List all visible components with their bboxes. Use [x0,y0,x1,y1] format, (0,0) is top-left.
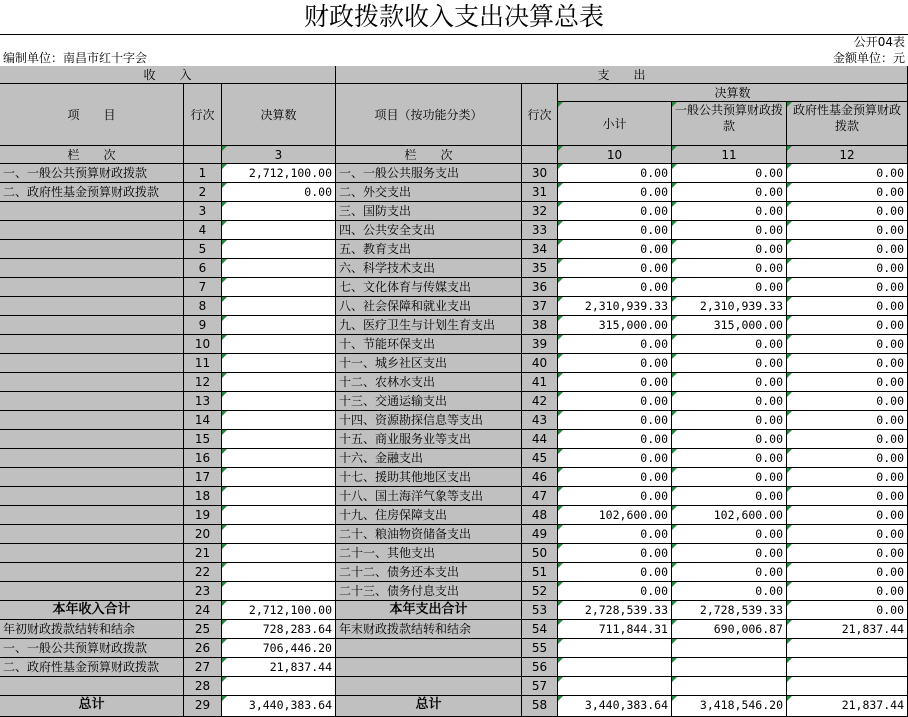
report-title: 财政拨款收入支出决算总表 [0,0,908,35]
income-header[interactable]: 收 入 [0,66,336,84]
income-item-cell[interactable] [0,354,184,373]
expense-subtotal-cell[interactable]: 2,310,939.33 [558,297,672,316]
income-row-no[interactable]: 3 [184,202,222,221]
expense-subtotal-cell[interactable]: 0.00 [558,202,672,221]
expense-fund-cell[interactable]: 0.00 [787,278,908,297]
summary-fund[interactable]: 21,837.44 [787,620,908,639]
expense-general-cell[interactable]: 0.00 [672,582,787,601]
income-item-cell[interactable] [0,221,184,240]
expense-subtotal-cell[interactable]: 0.00 [558,164,672,183]
income-item-cell[interactable] [0,392,184,411]
column-index-11[interactable]: 11 [672,146,787,164]
expense-row-no[interactable]: 47 [522,487,558,506]
expense-item-cell[interactable]: 十六、金融支出 [336,449,522,468]
expense-fund-cell[interactable]: 0.00 [787,506,908,525]
income-item-cell[interactable] [0,202,184,221]
summary-expense-label[interactable] [336,677,522,696]
expense-fund-cell[interactable]: 0.00 [787,221,908,240]
expense-fund-cell[interactable]: 0.00 [787,183,908,202]
expense-general-cell[interactable]: 0.00 [672,392,787,411]
expense-row-no[interactable]: 33 [522,221,558,240]
summary-income-no[interactable]: 25 [184,620,222,639]
expense-general-cell[interactable]: 0.00 [672,373,787,392]
expense-general-cell[interactable]: 0.00 [672,449,787,468]
income-item-cell[interactable] [0,487,184,506]
expense-item-cell[interactable]: 十、节能环保支出 [336,335,522,354]
summary-income-no[interactable]: 28 [184,677,222,696]
summary-income-label[interactable]: 本年收入合计 [0,601,184,620]
expense-fund-cell[interactable]: 0.00 [787,487,908,506]
summary-expense-no[interactable]: 56 [522,658,558,677]
summary-general[interactable] [672,658,787,677]
income-item-cell[interactable] [0,373,184,392]
summary-income-no[interactable]: 27 [184,658,222,677]
summary-general[interactable]: 3,418,546.20 [672,696,787,717]
income-row-no[interactable]: 15 [184,430,222,449]
income-amount-cell[interactable] [222,392,336,411]
income-row-no[interactable]: 20 [184,525,222,544]
summary-fund[interactable] [787,658,908,677]
income-item-cell[interactable] [0,411,184,430]
income-row-no[interactable]: 18 [184,487,222,506]
income-row-no[interactable]: 1 [184,164,222,183]
income-amount-cell[interactable]: 0.00 [222,183,336,202]
income-amount-cell[interactable] [222,563,336,582]
expense-row-no[interactable]: 43 [522,411,558,430]
expense-item-cell[interactable]: 八、社会保障和就业支出 [336,297,522,316]
expense-item-cell[interactable]: 一、一般公共服务支出 [336,164,522,183]
income-row-no[interactable]: 17 [184,468,222,487]
income-row-no[interactable]: 2 [184,183,222,202]
expense-subtotal-cell[interactable]: 0.00 [558,183,672,202]
summary-income-no[interactable]: 24 [184,601,222,620]
expense-item-cell[interactable]: 十八、国土海洋气象等支出 [336,487,522,506]
expense-fund-cell[interactable]: 0.00 [787,411,908,430]
amount-header[interactable]: 决算数 [222,84,336,146]
expense-row-no[interactable]: 37 [522,297,558,316]
expense-general-cell[interactable]: 0.00 [672,430,787,449]
unit-label[interactable]: 编制单位：南昌市红十字会 [3,51,148,65]
expense-item-cell[interactable]: 九、医疗卫生与计划生育支出 [336,316,522,335]
expense-fund-cell[interactable]: 0.00 [787,297,908,316]
expense-item-cell[interactable]: 十三、交通运输支出 [336,392,522,411]
income-item-cell[interactable] [0,506,184,525]
expense-row-no[interactable]: 31 [522,183,558,202]
expense-general-cell[interactable]: 0.00 [672,278,787,297]
expense-subtotal-cell[interactable]: 0.00 [558,544,672,563]
income-row-no[interactable]: 21 [184,544,222,563]
expense-header[interactable]: 支 出 [336,66,908,84]
expense-general-cell[interactable]: 315,000.00 [672,316,787,335]
income-row-no[interactable]: 9 [184,316,222,335]
summary-income-amount[interactable]: 2,712,100.00 [222,601,336,620]
expense-general-cell[interactable]: 0.00 [672,563,787,582]
income-amount-cell[interactable] [222,449,336,468]
income-item-cell[interactable] [0,297,184,316]
expense-row-no[interactable]: 30 [522,164,558,183]
summary-expense-no[interactable]: 55 [522,639,558,658]
expense-fund-cell[interactable]: 0.00 [787,164,908,183]
expense-general-cell[interactable]: 0.00 [672,202,787,221]
income-amount-cell[interactable] [222,544,336,563]
expense-subtotal-cell[interactable]: 0.00 [558,449,672,468]
expense-item-cell[interactable]: 二、外交支出 [336,183,522,202]
currency-label[interactable]: 金额单位：元 [832,51,905,65]
expense-general-cell[interactable]: 0.00 [672,221,787,240]
expense-row-no[interactable]: 48 [522,506,558,525]
expense-fund-cell[interactable]: 0.00 [787,354,908,373]
income-row-no[interactable]: 13 [184,392,222,411]
income-row-no[interactable]: 12 [184,373,222,392]
expense-item-cell[interactable]: 十一、城乡社区支出 [336,354,522,373]
expense-item-cell[interactable]: 十九、住房保障支出 [336,506,522,525]
expense-item-cell[interactable]: 六、科学技术支出 [336,259,522,278]
income-item-cell[interactable] [0,278,184,297]
expense-row-no[interactable]: 49 [522,525,558,544]
expense-general-cell[interactable]: 0.00 [672,487,787,506]
income-row-no[interactable]: 14 [184,411,222,430]
column-index-3[interactable]: 3 [222,146,336,164]
income-item-cell[interactable] [0,240,184,259]
summary-subtotal[interactable] [558,639,672,658]
income-amount-cell[interactable]: 2,712,100.00 [222,164,336,183]
expense-item-cell[interactable]: 十二、农林水支出 [336,373,522,392]
income-row-no[interactable]: 5 [184,240,222,259]
summary-income-label[interactable]: 总计 [0,696,184,717]
income-row-no[interactable]: 19 [184,506,222,525]
expense-row-no[interactable]: 35 [522,259,558,278]
expense-fund-cell[interactable]: 0.00 [787,392,908,411]
expense-subtotal-cell[interactable]: 315,000.00 [558,316,672,335]
expense-fund-cell[interactable]: 0.00 [787,335,908,354]
column-index-12[interactable]: 12 [787,146,908,164]
expense-row-no[interactable]: 32 [522,202,558,221]
expense-row-no[interactable]: 46 [522,468,558,487]
expense-row-no[interactable]: 34 [522,240,558,259]
column-index-blank[interactable] [184,146,222,164]
expense-general-cell[interactable]: 0.00 [672,544,787,563]
general-budget-header[interactable]: 一般公共预算财政拨款 [672,102,787,146]
expense-item-cell[interactable]: 四、公共安全支出 [336,221,522,240]
expense-general-cell[interactable]: 102,600.00 [672,506,787,525]
income-amount-cell[interactable] [222,278,336,297]
income-item-cell[interactable] [0,335,184,354]
expense-general-cell[interactable]: 0.00 [672,468,787,487]
income-row-no[interactable]: 10 [184,335,222,354]
income-amount-cell[interactable] [222,259,336,278]
summary-fund[interactable] [787,639,908,658]
summary-general[interactable]: 2,728,539.33 [672,601,787,620]
expense-row-no[interactable]: 38 [522,316,558,335]
expense-row-no[interactable]: 45 [522,449,558,468]
summary-income-label[interactable]: 二、政府性基金预算财政拨款 [0,658,184,677]
expense-item-cell[interactable]: 二十三、债务付息支出 [336,582,522,601]
expense-fund-cell[interactable]: 0.00 [787,259,908,278]
summary-expense-no[interactable]: 57 [522,677,558,696]
expense-row-no[interactable]: 52 [522,582,558,601]
summary-income-amount[interactable]: 21,837.44 [222,658,336,677]
expense-subtotal-cell[interactable]: 0.00 [558,259,672,278]
income-amount-cell[interactable] [222,354,336,373]
expense-fund-cell[interactable]: 0.00 [787,202,908,221]
expense-row-no[interactable]: 41 [522,373,558,392]
expense-subtotal-cell[interactable]: 0.00 [558,487,672,506]
expense-item-cell[interactable]: 三、国防支出 [336,202,522,221]
expense-row-no[interactable]: 51 [522,563,558,582]
expense-item-cell[interactable]: 五、教育支出 [336,240,522,259]
summary-expense-label[interactable]: 总计 [336,696,522,717]
income-item-cell[interactable] [0,582,184,601]
expense-subtotal-cell[interactable]: 0.00 [558,468,672,487]
summary-subtotal[interactable]: 2,728,539.33 [558,601,672,620]
expense-general-cell[interactable]: 0.00 [672,354,787,373]
income-item-cell[interactable] [0,259,184,278]
expense-item-cell[interactable]: 十七、援助其他地区支出 [336,468,522,487]
income-item-cell[interactable] [0,316,184,335]
summary-income-no[interactable]: 29 [184,696,222,717]
income-amount-cell[interactable] [222,335,336,354]
expense-subtotal-cell[interactable]: 0.00 [558,335,672,354]
expense-subtotal-cell[interactable]: 0.00 [558,563,672,582]
summary-expense-label[interactable]: 本年支出合计 [336,601,522,620]
expense-fund-cell[interactable]: 0.00 [787,449,908,468]
income-amount-cell[interactable] [222,221,336,240]
income-row-no[interactable]: 23 [184,582,222,601]
expense-row-no[interactable]: 42 [522,392,558,411]
expense-general-cell[interactable]: 0.00 [672,240,787,259]
expense-general-cell[interactable]: 0.00 [672,259,787,278]
income-row-no[interactable]: 11 [184,354,222,373]
expense-row-no[interactable]: 50 [522,544,558,563]
expense-general-cell[interactable]: 0.00 [672,183,787,202]
expense-fund-cell[interactable]: 0.00 [787,468,908,487]
expense-subtotal-cell[interactable]: 0.00 [558,221,672,240]
expense-general-cell[interactable]: 2,310,939.33 [672,297,787,316]
income-row-no[interactable]: 7 [184,278,222,297]
expense-subtotal-cell[interactable]: 0.00 [558,411,672,430]
expense-row-no[interactable]: 39 [522,335,558,354]
income-row-no[interactable]: 8 [184,297,222,316]
expense-item-cell[interactable]: 十五、商业服务业等支出 [336,430,522,449]
income-amount-cell[interactable] [222,411,336,430]
income-amount-cell[interactable] [222,240,336,259]
expense-subtotal-cell[interactable]: 0.00 [558,392,672,411]
expense-fund-cell[interactable]: 0.00 [787,525,908,544]
expense-item-cell[interactable]: 二十一、其他支出 [336,544,522,563]
expense-item-cell[interactable]: 七、文化体育与传媒支出 [336,278,522,297]
row-no-header-2[interactable]: 行次 [522,84,558,146]
income-row-no[interactable]: 6 [184,259,222,278]
expense-general-cell[interactable]: 0.00 [672,335,787,354]
income-row-no[interactable]: 4 [184,221,222,240]
summary-expense-no[interactable]: 54 [522,620,558,639]
expense-general-cell[interactable]: 0.00 [672,411,787,430]
summary-subtotal[interactable] [558,677,672,696]
expense-subtotal-cell[interactable]: 0.00 [558,278,672,297]
summary-subtotal[interactable] [558,658,672,677]
item-func-header[interactable]: 项目（按功能分类） [336,84,522,146]
column-index-10[interactable]: 10 [558,146,672,164]
expense-row-no[interactable]: 36 [522,278,558,297]
row-no-header[interactable]: 行次 [184,84,222,146]
income-amount-cell[interactable] [222,582,336,601]
expense-subtotal-cell[interactable]: 0.00 [558,373,672,392]
form-number[interactable]: 公开04表 [853,35,905,49]
expense-fund-cell[interactable]: 0.00 [787,373,908,392]
income-item-cell[interactable] [0,563,184,582]
income-item-cell[interactable] [0,430,184,449]
summary-income-label[interactable]: 年初财政拨款结转和结余 [0,620,184,639]
summary-fund[interactable]: 21,837.44 [787,696,908,717]
income-item-cell[interactable]: 一、一般公共预算财政拨款 [0,164,184,183]
expense-fund-cell[interactable]: 0.00 [787,316,908,335]
income-amount-cell[interactable] [222,506,336,525]
income-amount-cell[interactable] [222,316,336,335]
final-amount-header[interactable]: 决算数 [558,84,908,102]
expense-row-no[interactable]: 44 [522,430,558,449]
summary-income-amount[interactable]: 706,446.20 [222,639,336,658]
income-amount-cell[interactable] [222,373,336,392]
summary-general[interactable]: 690,006.87 [672,620,787,639]
income-amount-cell[interactable] [222,468,336,487]
summary-income-label[interactable]: 一、一般公共预算财政拨款 [0,639,184,658]
expense-fund-cell[interactable]: 0.00 [787,582,908,601]
summary-subtotal[interactable]: 711,844.31 [558,620,672,639]
summary-income-amount[interactable]: 728,283.64 [222,620,336,639]
expense-fund-cell[interactable]: 0.00 [787,563,908,582]
summary-fund[interactable]: 0.00 [787,601,908,620]
gov-fund-header[interactable]: 政府性基金预算财政拨款 [787,102,908,146]
summary-expense-label[interactable] [336,639,522,658]
summary-income-amount[interactable]: 3,440,383.64 [222,696,336,717]
income-item-cell[interactable] [0,525,184,544]
income-item-cell[interactable]: 二、政府性基金预算财政拨款 [0,183,184,202]
column-index-label-2[interactable]: 栏 次 [336,146,522,164]
expense-subtotal-cell[interactable]: 0.00 [558,430,672,449]
expense-fund-cell[interactable]: 0.00 [787,544,908,563]
expense-fund-cell[interactable]: 0.00 [787,430,908,449]
expense-row-no[interactable]: 40 [522,354,558,373]
summary-income-amount[interactable] [222,677,336,696]
column-index-label[interactable]: 栏 次 [0,146,184,164]
expense-subtotal-cell[interactable]: 0.00 [558,240,672,259]
summary-expense-label[interactable]: 年末财政拨款结转和结余 [336,620,522,639]
income-amount-cell[interactable] [222,487,336,506]
summary-income-no[interactable]: 26 [184,639,222,658]
income-amount-cell[interactable] [222,202,336,221]
summary-expense-no[interactable]: 53 [522,601,558,620]
income-item-cell[interactable] [0,449,184,468]
expense-subtotal-cell[interactable]: 0.00 [558,582,672,601]
income-row-no[interactable]: 16 [184,449,222,468]
summary-general[interactable] [672,639,787,658]
income-amount-cell[interactable] [222,525,336,544]
expense-fund-cell[interactable]: 0.00 [787,240,908,259]
expense-general-cell[interactable]: 0.00 [672,164,787,183]
expense-subtotal-cell[interactable]: 102,600.00 [558,506,672,525]
expense-item-cell[interactable]: 二十、粮油物资储备支出 [336,525,522,544]
summary-subtotal[interactable]: 3,440,383.64 [558,696,672,717]
expense-subtotal-cell[interactable]: 0.00 [558,354,672,373]
income-row-no[interactable]: 22 [184,563,222,582]
item-header[interactable]: 项 目 [0,84,184,146]
income-amount-cell[interactable] [222,430,336,449]
expense-general-cell[interactable]: 0.00 [672,525,787,544]
expense-subtotal-cell[interactable]: 0.00 [558,525,672,544]
summary-general[interactable] [672,677,787,696]
income-amount-cell[interactable] [222,297,336,316]
summary-fund[interactable] [787,677,908,696]
subtotal-header[interactable]: 小计 [558,102,672,146]
expense-item-cell[interactable]: 二十二、债务还本支出 [336,563,522,582]
summary-expense-no[interactable]: 58 [522,696,558,717]
summary-income-label[interactable] [0,677,184,696]
expense-item-cell[interactable]: 十四、资源勘探信息等支出 [336,411,522,430]
income-item-cell[interactable] [0,544,184,563]
summary-expense-label[interactable] [336,658,522,677]
column-index-blank-2[interactable] [522,146,558,164]
income-item-cell[interactable] [0,468,184,487]
